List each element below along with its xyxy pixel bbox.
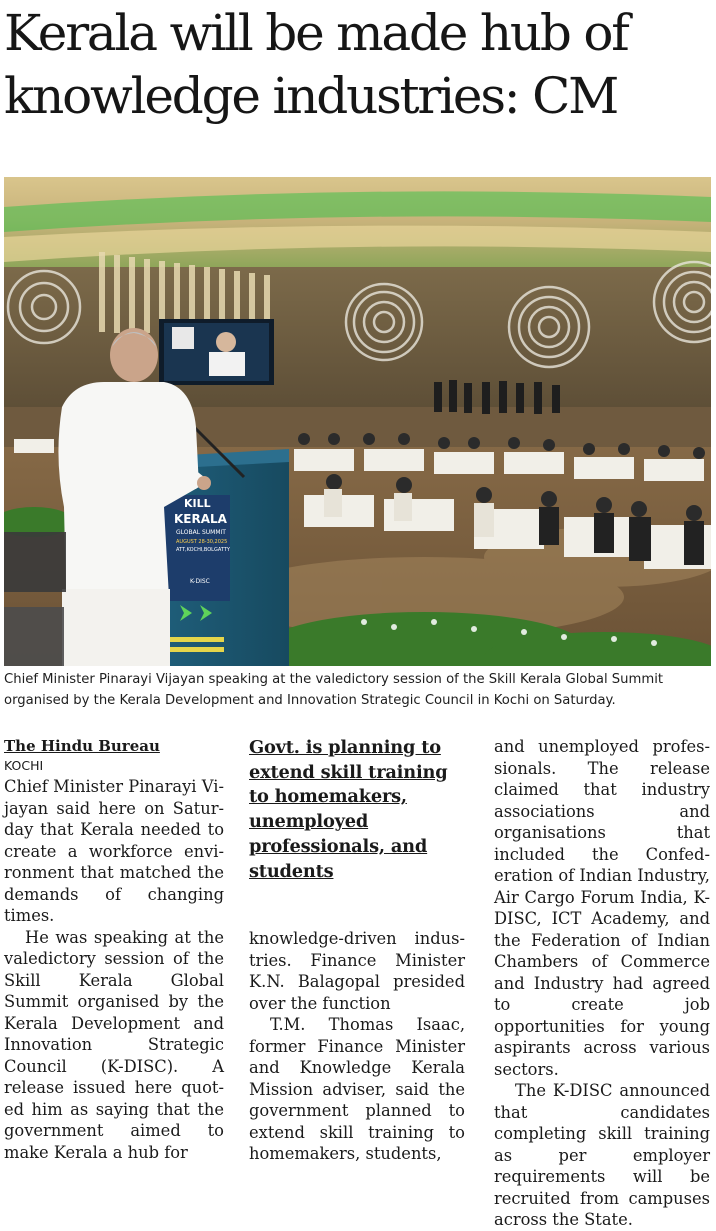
headline: Kerala will be made hub of knowledge industries: CM bbox=[4, 4, 628, 125]
body-paragraph: knowledge-driven industries. Finance Minister K.N. Balagopal presided over the function bbox=[249, 929, 465, 1013]
photo-caption: Chief Minister Pinarayi Vijayan speaking at the valedictory session of the Skill Kerala Global Summit organised by the Kerala Development and Innovation Strategic Council in Kochi on Saturday. bbox=[4, 672, 664, 708]
byline: The Hindu Bureau bbox=[4, 737, 160, 755]
article-column-3 bbox=[494, 736, 710, 1231]
body-paragraph: T.M. Thomas Isaac, former Finance Minister and Knowledge Kerala Mission adviser, said the government planned to extend skill training to homemakers, students, bbox=[249, 1015, 465, 1163]
body-paragraph: The K-DISC announced that candidates completing skill training as per employer requirements will be recruited from campuses across the State. bbox=[494, 1081, 710, 1229]
body-paragraph: and unemployed professionals. The release claimed that industry associations and organisations that included the Confederation of Indian Industry, Air Cargo Forum India, K-DISC, ICT Academy, and the Federation of Indian Chambers of Commerce and Industry had agreed to create job opportunities for young aspirants across various sectors. bbox=[494, 737, 710, 1079]
news-photo bbox=[4, 177, 711, 666]
podium-line-5: ATT,KOCHI,BOLGATTY bbox=[176, 547, 230, 553]
podium-line-1: KILL bbox=[184, 497, 211, 510]
body-paragraph: Chief Minister Pinarayi Vijayan said here on Saturday that Kerala needed to create a workforce environment that matched the demands of changing times. bbox=[4, 777, 224, 925]
podium-line-3: GLOBAL SUMMIT bbox=[176, 529, 226, 536]
podium-line-4: AUGUST 28-30,2025 bbox=[176, 539, 228, 545]
podium-line-2: KERALA bbox=[174, 512, 227, 526]
article-column-2 bbox=[249, 736, 469, 1163]
podium-logo: K-DISC bbox=[190, 578, 210, 585]
article-column-1 bbox=[4, 736, 224, 1163]
dateline: KOCHI bbox=[4, 758, 44, 773]
body-paragraph: He was speaking at the valedictory session of the Skill Kerala Global Summit organised by the Kerala Development and Innovation Strategic Council (K-DISC). A release issued here quoted him as saying that the government aimed to make Kerala a hub for bbox=[4, 927, 224, 1162]
pull-quote: Govt. is planning to extend skill training to homemakers, unemployed professionals, and students bbox=[249, 737, 448, 882]
